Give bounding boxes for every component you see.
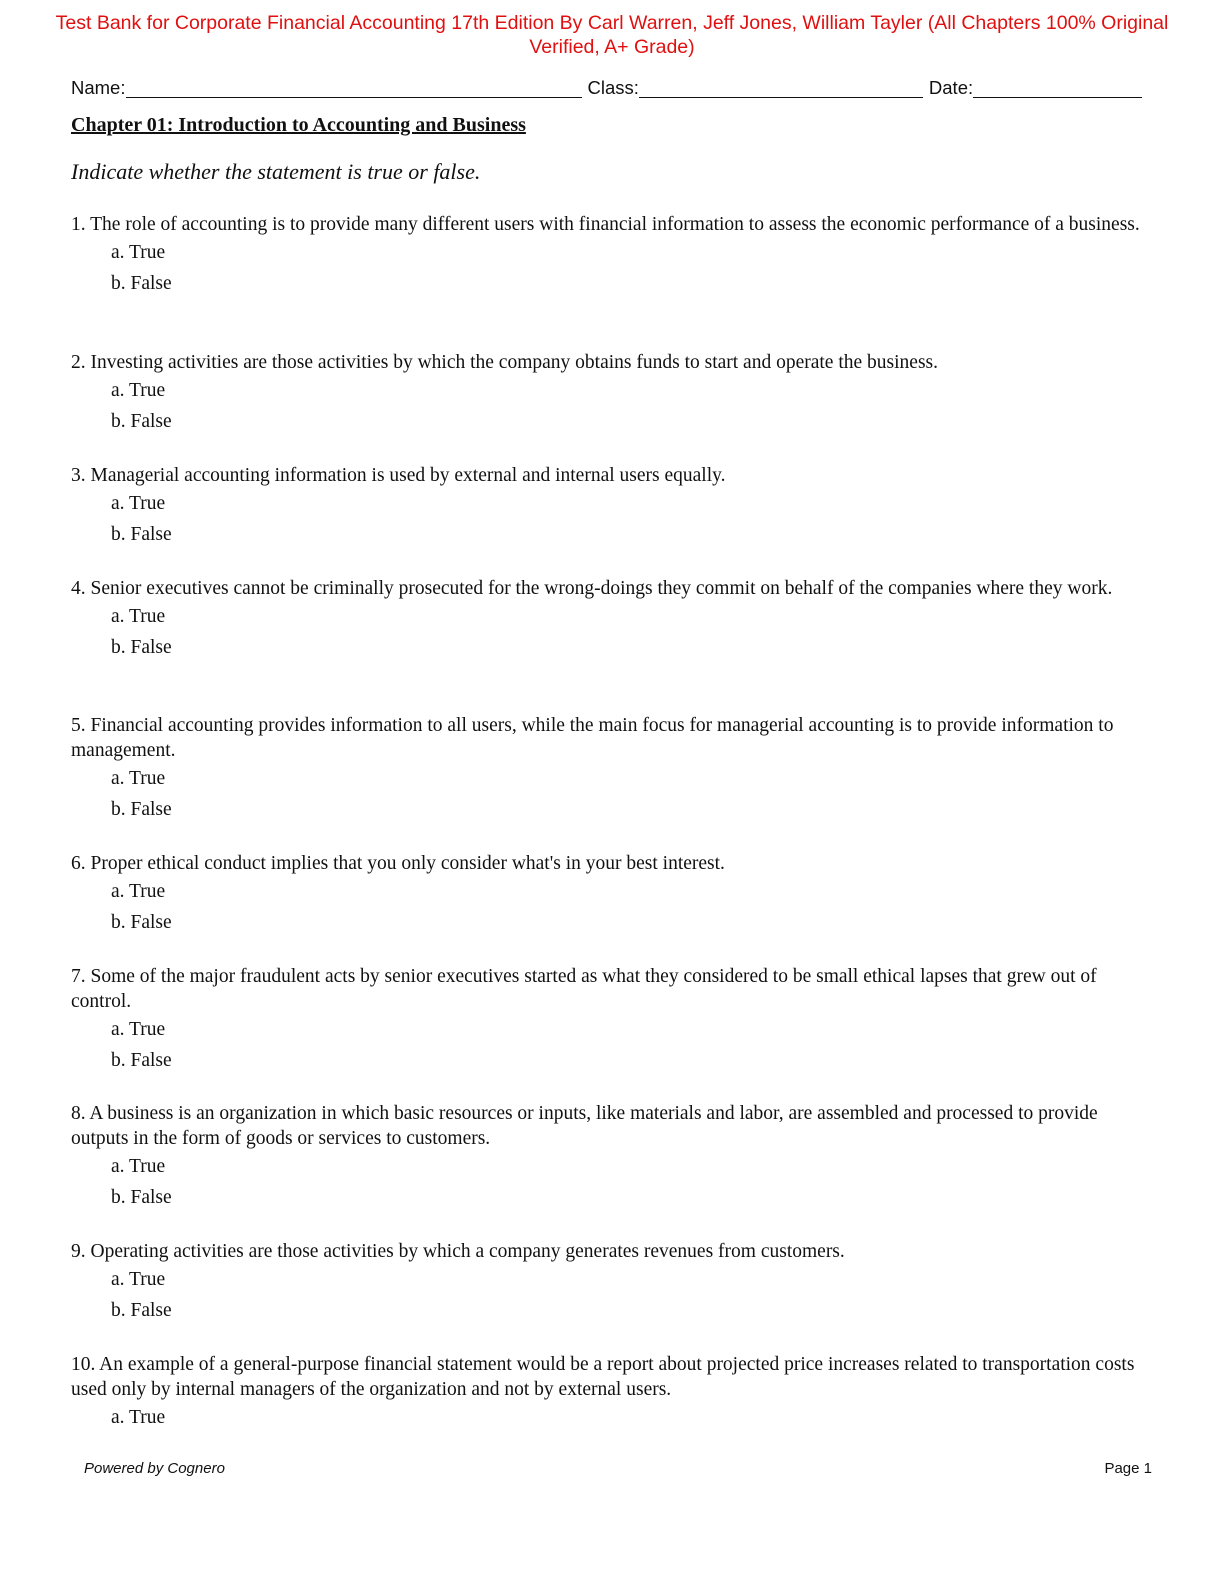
option-true: a. True [111, 606, 166, 627]
option-false: b. False [111, 273, 172, 294]
option-true: a. True [111, 1407, 166, 1428]
option-true: a. True [111, 1019, 166, 1040]
banner-line-2: Verified, A+ Grade) [529, 36, 695, 58]
option-true: a. True [111, 881, 166, 902]
option-false: b. False [111, 1050, 172, 1071]
footer-powered-by: Powered by Cognero [84, 1460, 225, 1477]
option-true: a. True [111, 493, 166, 514]
option-true: a. True [111, 1269, 166, 1290]
option-false: b. False [111, 524, 172, 545]
date-label: Date: [928, 77, 974, 98]
question-6 [71, 851, 1146, 938]
question-text: 4. Senior executives cannot be criminally prosecuted for the wrong-doings they commit on behalf of the companies where they work. [71, 578, 1113, 599]
question-text: 2. Investing activities are those activities by which the company obtains funds to start and operate the business. [71, 352, 938, 373]
name-line [126, 75, 582, 98]
question-7 [71, 964, 1146, 1076]
question-text: 7. Some of the major fraudulent acts by senior executives started as what they considered to be small ethical lapses that grew out of control. [71, 966, 1097, 1012]
question-text: 5. Financial accounting provides information to all users, while the main focus for managerial accounting is to provide information to management. [71, 715, 1114, 761]
question-2 [71, 350, 1146, 437]
question-9 [71, 1239, 1146, 1326]
question-4 [71, 576, 1146, 663]
option-true: a. True [111, 1156, 166, 1177]
class-label: Class: [587, 77, 639, 98]
option-false: b. False [111, 411, 172, 432]
title-banner [30, 11, 1194, 59]
question-text: 8. A business is an organization in which basic resources or inputs, like materials and labor, are assembled and processed to provide outputs in the form of goods or services to customers. [71, 1103, 1098, 1149]
option-true: a. True [111, 380, 166, 401]
option-false: b. False [111, 912, 172, 933]
question-text: 6. Proper ethical conduct implies that you only consider what's in your best interest. [71, 853, 725, 874]
question-10 [71, 1352, 1146, 1433]
footer-page-number: Page 1 [1104, 1460, 1152, 1477]
option-false: b. False [111, 1300, 172, 1321]
option-false: b. False [111, 799, 172, 820]
question-8 [71, 1101, 1146, 1213]
class-line [639, 75, 923, 98]
question-text: 1. The role of accounting is to provide many different users with financial information to assess the economic performance of a business. [71, 214, 1140, 235]
question-1 [71, 212, 1146, 299]
chapter-title: Chapter 01: Introduction to Accounting and Business [71, 114, 526, 136]
question-text: 10. An example of a general-purpose financial statement would be a report about projected price increases related to transportation costs used only by internal managers of the organization and not by external users. [71, 1354, 1135, 1400]
option-false: b. False [111, 1187, 172, 1208]
instructions: Indicate whether the statement is true or false. [71, 159, 481, 184]
option-true: a. True [111, 768, 166, 789]
option-false: b. False [111, 637, 172, 658]
question-text: 3. Managerial accounting information is used by external and internal users equally. [71, 465, 726, 486]
name-label: Name: [71, 77, 126, 98]
option-true: a. True [111, 242, 166, 263]
date-line [973, 75, 1142, 98]
question-5 [71, 713, 1146, 825]
student-info-row [71, 72, 1142, 98]
question-text: 9. Operating activities are those activities by which a company generates revenues from customers. [71, 1241, 845, 1262]
banner-line-1: Test Bank for Corporate Financial Accounting 17th Edition By Carl Warren, Jeff Jones, William Tayler (All Chapters 100% Original [55, 12, 1169, 34]
question-3 [71, 463, 1146, 550]
